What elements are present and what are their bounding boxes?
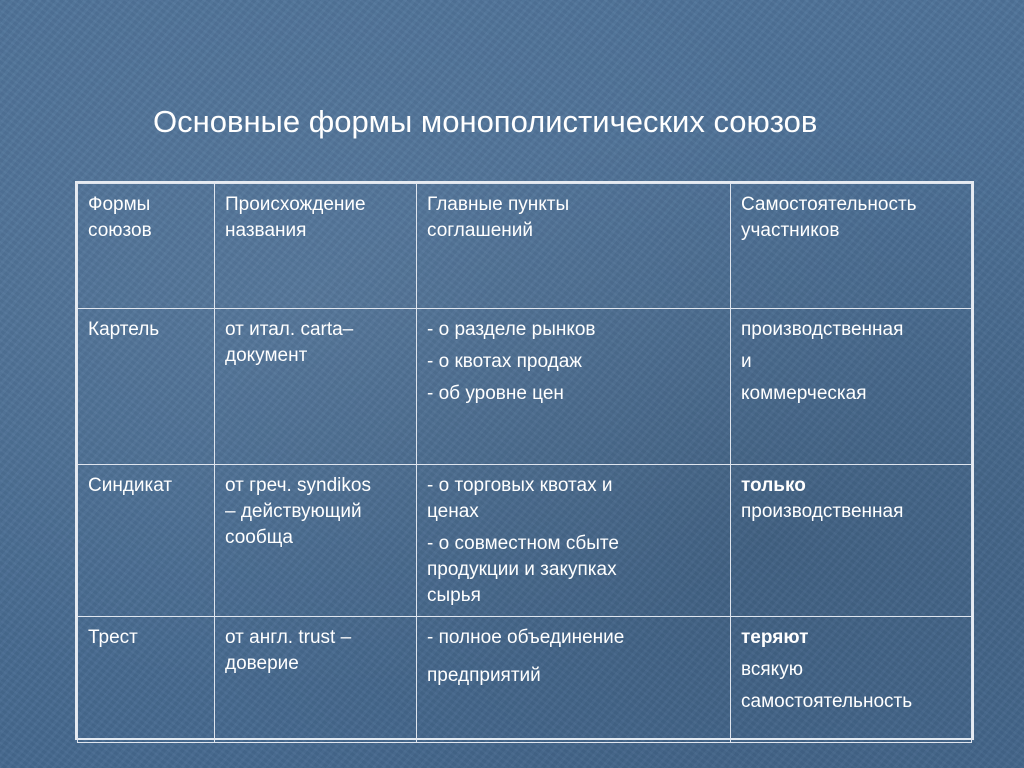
origin-text: от итал. carta– <box>225 319 354 340</box>
point-item: сырья <box>427 585 481 606</box>
independence-emphasis: только <box>741 475 806 496</box>
independence-text: производственная <box>741 501 904 522</box>
cell-form <box>78 465 215 617</box>
point-item: ценах <box>427 501 479 522</box>
table-row-cartel <box>78 309 972 465</box>
cell-independence <box>731 617 972 743</box>
cell-points <box>417 617 731 743</box>
cell-origin <box>215 465 417 617</box>
independence-text: производственная <box>741 319 904 340</box>
form-name: Синдикат <box>88 475 173 496</box>
origin-text: документ <box>225 345 308 366</box>
form-name: Трест <box>88 627 138 648</box>
independence-emphasis: теряют <box>741 627 809 648</box>
header-text: участников <box>741 220 840 241</box>
point-item: продукции и закупках <box>427 559 617 580</box>
cell-origin <box>215 617 417 743</box>
header-cell-points <box>417 184 731 309</box>
independence-text: самостоятельность <box>741 691 913 712</box>
header-cell-forms <box>78 184 215 309</box>
point-item: - об уровне цен <box>427 383 564 404</box>
cell-origin <box>215 309 417 465</box>
independence-text: и <box>741 351 752 372</box>
cell-independence <box>731 465 972 617</box>
cell-form <box>78 617 215 743</box>
header-text: союзов <box>88 220 152 241</box>
header-text: Самостоятельность <box>741 194 917 215</box>
cell-points <box>417 465 731 617</box>
point-item: - о разделе рынков <box>427 319 596 340</box>
slide-title: Основные формы монополистических союзов <box>153 104 818 139</box>
header-text: соглашений <box>427 220 533 241</box>
point-item: предприятий <box>427 665 541 686</box>
forms-table <box>75 181 974 740</box>
cell-independence <box>731 309 972 465</box>
cell-points <box>417 309 731 465</box>
point-item: - о квотах продаж <box>427 351 582 372</box>
header-cell-independence <box>731 184 972 309</box>
header-text: Главные пункты <box>427 194 570 215</box>
cell-form <box>78 309 215 465</box>
origin-text: сообща <box>225 527 293 548</box>
independence-text: всякую <box>741 659 803 680</box>
form-name: Картель <box>88 319 160 340</box>
origin-text: доверие <box>225 653 299 674</box>
origin-text: от греч. syndikos <box>225 475 371 496</box>
point-item: - полное объединение <box>427 627 625 648</box>
origin-text: – действующий <box>225 501 362 522</box>
point-item: - о торговых квотах и <box>427 475 613 496</box>
header-text: названия <box>225 220 307 241</box>
origin-text: от англ. trust – <box>225 627 352 648</box>
independence-text: коммерческая <box>741 383 867 404</box>
point-item: - о совместном сбыте <box>427 533 619 554</box>
header-text: Формы <box>88 194 151 215</box>
header-text: Происхождение <box>225 194 366 215</box>
table-row-trust <box>78 617 972 743</box>
table-row-syndicate <box>78 465 972 617</box>
table-header-row <box>78 184 972 309</box>
header-cell-origin <box>215 184 417 309</box>
